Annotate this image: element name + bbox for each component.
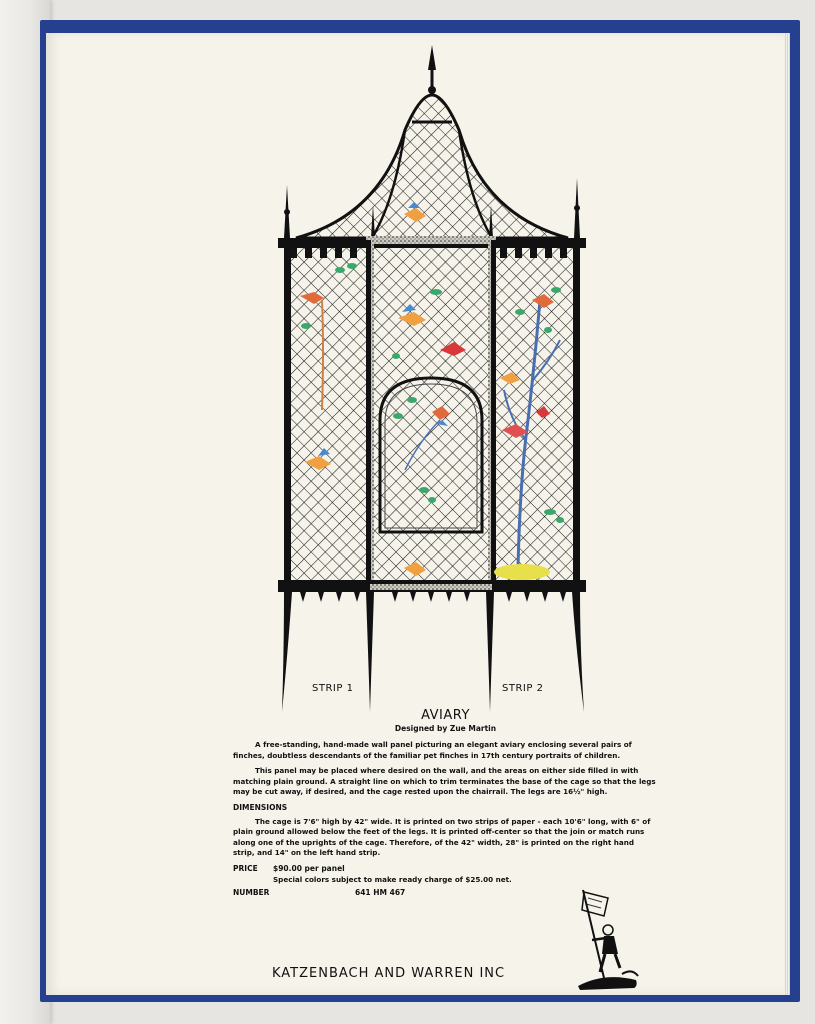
- dimensions-paragraph: The cage is 7'6" high by 42" wide. It is printed on two strips of paper - each 10'6" long, with 6" of plain ground allowed below the feet of the legs. It is printed off-center so that the join or match runs along one of the uprights of the cage. Therefore, of the 42" width, 28" is printed on the right hand strip, and 14" on the left hand strip.: [233, 816, 651, 857]
- bottom-cornice: [278, 580, 586, 602]
- company-name: KATZENBACH AND WARREN INC: [272, 966, 506, 981]
- placement-paragraph: This panel may be placed where desired on the wall, and the areas on either side filled in with matching plain ground. A straight line on which to trim terminates the base of the cage so that the legs may be cut away, if desired, and the cage rested upon the chairrail. The legs are 16½" high.: [233, 766, 656, 796]
- price-label: PRICE: [233, 863, 258, 873]
- strip-2-label: STRIP 2: [502, 683, 544, 694]
- price-value: $90.00 per panel: [273, 863, 345, 873]
- strip-1-label: STRIP 1: [312, 683, 354, 694]
- aviary-roof: [296, 45, 568, 238]
- product-title: AVIARY: [421, 708, 470, 723]
- dimensions-heading: DIMENSIONS: [233, 802, 288, 812]
- designer-credit: Designed by Zue Martin: [394, 724, 497, 733]
- product-description-block: [233, 708, 658, 899]
- cage-legs: [282, 592, 584, 712]
- price-row: [233, 864, 658, 875]
- flag-bearer-logo-icon: [574, 888, 644, 993]
- description-paragraph: A free-standing, hand-made wall panel picturing an elegant aviary enclosing several pairs of finches, doubtless descendants of the familiar pet finches in 17th century portraits of children.: [233, 740, 632, 760]
- number-value: 641 HM 467: [355, 887, 406, 897]
- special-colors-note: Special colors subject to make ready charge of $25.00 net.: [273, 874, 512, 884]
- number-label: NUMBER: [233, 887, 270, 897]
